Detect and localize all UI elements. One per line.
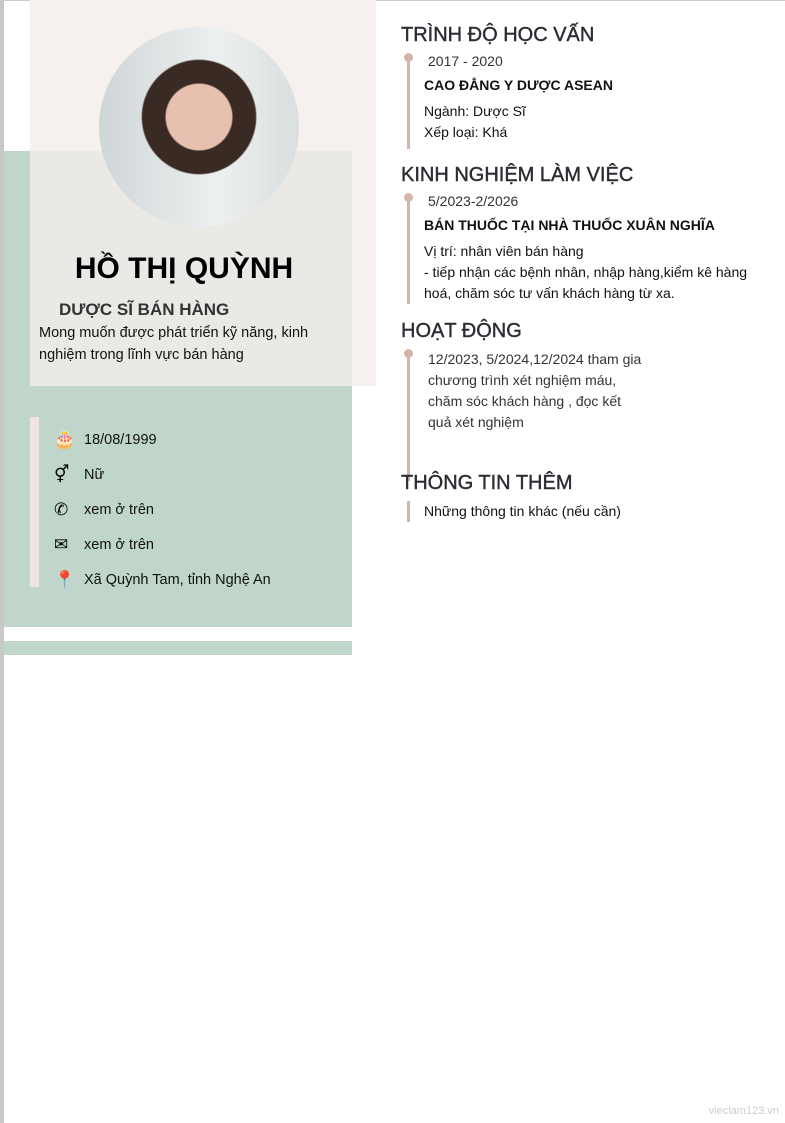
section-heading: TRÌNH ĐỘ HỌC VẤN [401,24,595,46]
watermark: vieclam123.vn [708,1105,779,1117]
contact-email: ✉ xem ở trên [54,534,154,554]
email-icon: ✉ [54,534,69,554]
timeline-dot [404,53,413,62]
activities-section [401,320,771,481]
sidebar-stripe [4,641,352,655]
timeline-item [401,349,771,481]
school-name: CAO ĐẲNG Y DƯỢC ASEAN [424,77,613,93]
contact-address: 📍 Xã Quỳnh Tam, tỉnh Nghệ An [54,569,271,589]
timeline-item [401,501,771,522]
additional-text: Những thông tin khác (nếu cần) [424,503,621,519]
timeline-line [407,57,410,149]
timeline-dot [404,349,413,358]
section-heading: KINH NGHIỆM LÀM VIỆC [401,164,634,186]
avatar-photo [99,27,299,227]
duties: - tiếp nhận các bệnh nhân, nhập hàng,kiểm kê hàng hoá, chăm sóc tư vấn khách hàng từ xa. [424,264,748,301]
section-heading: HOẠT ĐỘNG [401,320,522,342]
additional-section [401,472,771,522]
contact-accent-bar [30,417,39,587]
job-title: DƯỢC SĨ BÁN HÀNG [59,300,230,319]
date: 2017 - 2020 [428,53,503,69]
phone-icon: ✆ [54,499,69,519]
date: 5/2023-2/2026 [428,193,519,209]
gender-icon: ⚥ [54,464,70,484]
contact-list [54,422,271,597]
activity-text: 12/2023, 5/2024,12/2024 tham gia chương trình xét nghiệm máu, chăm sóc khách hàng , đọc kết quả xét nghiệm [428,351,642,430]
timeline-line [407,197,410,304]
birthday-cake-icon: 🎂 [54,429,76,449]
section-heading: THÔNG TIN THÊM [401,472,573,494]
major: Ngành: Dược Sĩ [424,103,526,119]
contact-phone: ✆ xem ở trên [54,499,154,519]
career-objective: Mong muốn được phát triển kỹ năng, kinh nghiệm trong lĩnh vực bán hàng [39,325,309,363]
timeline-dot [404,193,413,202]
timeline-item [401,193,771,304]
location-icon: 📍 [54,569,76,589]
grade: Xếp loại: Khá [424,124,508,140]
position: Vị trí: nhân viên bán hàng [424,243,584,259]
contact-birthday: 🎂 18/08/1999 [54,429,157,449]
timeline-line [407,501,410,522]
timeline-item [401,53,771,149]
contact-gender: ⚥ Nữ [54,464,105,484]
candidate-name: HỒ THỊ QUỲNH [74,252,294,285]
education-section [401,24,771,149]
company-name: BÁN THUỐC TẠI NHÀ THUỐC XUÂN NGHĨA [424,217,715,233]
timeline-line [407,353,410,481]
experience-section [401,164,771,304]
